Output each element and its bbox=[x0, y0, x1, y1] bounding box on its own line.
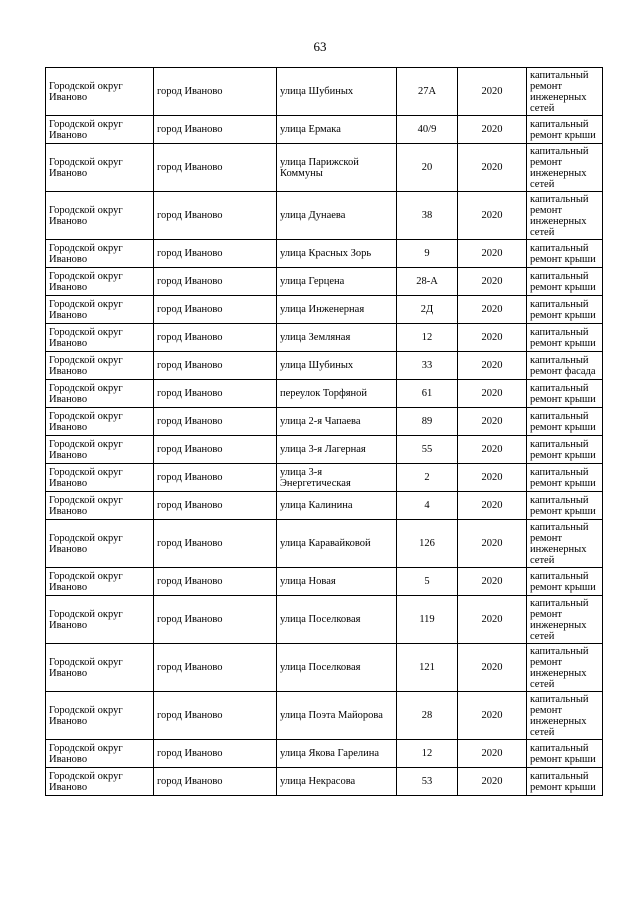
city-cell: город Иваново bbox=[154, 568, 277, 596]
work-type-cell: капитальный ремонт крыши bbox=[527, 324, 603, 352]
street-cell: улица Поселковая bbox=[277, 596, 397, 644]
street-cell: улица Дунаева bbox=[277, 192, 397, 240]
year-cell: 2020 bbox=[458, 768, 527, 796]
table-row bbox=[46, 116, 603, 144]
work-type-cell: капитальный ремонт крыши bbox=[527, 568, 603, 596]
street-cell: улица 3-я Лагерная bbox=[277, 436, 397, 464]
house-number-cell: 12 bbox=[397, 740, 458, 768]
house-number-cell: 55 bbox=[397, 436, 458, 464]
street-cell: улица Поэта Майорова bbox=[277, 692, 397, 740]
year-cell: 2020 bbox=[458, 492, 527, 520]
house-number-cell: 9 bbox=[397, 240, 458, 268]
city-cell: город Иваново bbox=[154, 296, 277, 324]
house-number-cell: 89 bbox=[397, 408, 458, 436]
year-cell: 2020 bbox=[458, 68, 527, 116]
year-cell: 2020 bbox=[458, 352, 527, 380]
table-row bbox=[46, 436, 603, 464]
street-cell: улица Инженерная bbox=[277, 296, 397, 324]
year-cell: 2020 bbox=[458, 692, 527, 740]
district-cell: Городской округ Иваново bbox=[46, 268, 154, 296]
city-cell: город Иваново bbox=[154, 768, 277, 796]
work-type-cell: капитальный ремонт крыши bbox=[527, 464, 603, 492]
table-row bbox=[46, 352, 603, 380]
table-row bbox=[46, 520, 603, 568]
year-cell: 2020 bbox=[458, 464, 527, 492]
house-number-cell: 27А bbox=[397, 68, 458, 116]
city-cell: город Иваново bbox=[154, 740, 277, 768]
work-type-cell: капитальный ремонт крыши bbox=[527, 740, 603, 768]
house-number-cell: 119 bbox=[397, 596, 458, 644]
year-cell: 2020 bbox=[458, 436, 527, 464]
table-row bbox=[46, 596, 603, 644]
work-type-cell: капитальный ремонт инженерных сетей bbox=[527, 192, 603, 240]
district-cell: Городской округ Иваново bbox=[46, 692, 154, 740]
work-type-cell: капитальный ремонт крыши bbox=[527, 380, 603, 408]
work-type-cell: капитальный ремонт крыши bbox=[527, 492, 603, 520]
city-cell: город Иваново bbox=[154, 268, 277, 296]
city-cell: город Иваново bbox=[154, 240, 277, 268]
district-cell: Городской округ Иваново bbox=[46, 436, 154, 464]
year-cell: 2020 bbox=[458, 520, 527, 568]
city-cell: город Иваново bbox=[154, 464, 277, 492]
district-cell: Городской округ Иваново bbox=[46, 116, 154, 144]
year-cell: 2020 bbox=[458, 408, 527, 436]
table-row bbox=[46, 568, 603, 596]
table-row bbox=[46, 144, 603, 192]
work-type-cell: капитальный ремонт инженерных сетей bbox=[527, 68, 603, 116]
city-cell: город Иваново bbox=[154, 116, 277, 144]
table-row bbox=[46, 740, 603, 768]
street-cell: улица Шубиных bbox=[277, 68, 397, 116]
district-cell: Городской округ Иваново bbox=[46, 192, 154, 240]
table-row bbox=[46, 464, 603, 492]
work-type-cell: капитальный ремонт крыши bbox=[527, 240, 603, 268]
district-cell: Городской округ Иваново bbox=[46, 464, 154, 492]
city-cell: город Иваново bbox=[154, 436, 277, 464]
street-cell: улица Земляная bbox=[277, 324, 397, 352]
house-number-cell: 28-А bbox=[397, 268, 458, 296]
street-cell: улица Герцена bbox=[277, 268, 397, 296]
year-cell: 2020 bbox=[458, 240, 527, 268]
street-cell: улица Каравайковой bbox=[277, 520, 397, 568]
city-cell: город Иваново bbox=[154, 324, 277, 352]
year-cell: 2020 bbox=[458, 268, 527, 296]
city-cell: город Иваново bbox=[154, 492, 277, 520]
year-cell: 2020 bbox=[458, 144, 527, 192]
table-body bbox=[46, 68, 603, 796]
city-cell: город Иваново bbox=[154, 352, 277, 380]
district-cell: Городской округ Иваново bbox=[46, 520, 154, 568]
house-number-cell: 40/9 bbox=[397, 116, 458, 144]
district-cell: Городской округ Иваново bbox=[46, 296, 154, 324]
district-cell: Городской округ Иваново bbox=[46, 380, 154, 408]
house-number-cell: 28 bbox=[397, 692, 458, 740]
page-number: 63 bbox=[313, 39, 327, 54]
work-type-cell: капитальный ремонт крыши bbox=[527, 116, 603, 144]
street-cell: улица 3-я Энергетическая bbox=[277, 464, 397, 492]
city-cell: город Иваново bbox=[154, 408, 277, 436]
house-number-cell: 126 bbox=[397, 520, 458, 568]
work-type-cell: капитальный ремонт инженерных сетей bbox=[527, 596, 603, 644]
work-type-cell: капитальный ремонт крыши bbox=[527, 768, 603, 796]
city-cell: город Иваново bbox=[154, 644, 277, 692]
house-number-cell: 2 bbox=[397, 464, 458, 492]
street-cell: переулок Торфяной bbox=[277, 380, 397, 408]
table-row bbox=[46, 324, 603, 352]
work-type-cell: капитальный ремонт крыши bbox=[527, 268, 603, 296]
year-cell: 2020 bbox=[458, 380, 527, 408]
city-cell: город Иваново bbox=[154, 520, 277, 568]
district-cell: Городской округ Иваново bbox=[46, 68, 154, 116]
house-number-cell: 5 bbox=[397, 568, 458, 596]
city-cell: город Иваново bbox=[154, 192, 277, 240]
street-cell: улица Некрасова bbox=[277, 768, 397, 796]
city-cell: город Иваново bbox=[154, 692, 277, 740]
street-cell: улица Новая bbox=[277, 568, 397, 596]
district-cell: Городской округ Иваново bbox=[46, 644, 154, 692]
work-type-cell: капитальный ремонт инженерных сетей bbox=[527, 520, 603, 568]
year-cell: 2020 bbox=[458, 192, 527, 240]
work-type-cell: капитальный ремонт инженерных сетей bbox=[527, 144, 603, 192]
work-type-cell: капитальный ремонт крыши bbox=[527, 408, 603, 436]
street-cell: улица Якова Гарелина bbox=[277, 740, 397, 768]
work-type-cell: капитальный ремонт инженерных сетей bbox=[527, 644, 603, 692]
table-row bbox=[46, 408, 603, 436]
district-cell: Городской округ Иваново bbox=[46, 740, 154, 768]
year-cell: 2020 bbox=[458, 568, 527, 596]
district-cell: Городской округ Иваново bbox=[46, 768, 154, 796]
year-cell: 2020 bbox=[458, 324, 527, 352]
repair-schedule-table bbox=[45, 67, 603, 796]
year-cell: 2020 bbox=[458, 644, 527, 692]
street-cell: улица Шубиных bbox=[277, 352, 397, 380]
table-row bbox=[46, 492, 603, 520]
city-cell: город Иваново bbox=[154, 380, 277, 408]
street-cell: улица Ермака bbox=[277, 116, 397, 144]
table-row bbox=[46, 644, 603, 692]
street-cell: улица 2-я Чапаева bbox=[277, 408, 397, 436]
city-cell: город Иваново bbox=[154, 68, 277, 116]
house-number-cell: 33 bbox=[397, 352, 458, 380]
year-cell: 2020 bbox=[458, 296, 527, 324]
table-row bbox=[46, 268, 603, 296]
year-cell: 2020 bbox=[458, 740, 527, 768]
table-row bbox=[46, 380, 603, 408]
district-cell: Городской округ Иваново bbox=[46, 408, 154, 436]
city-cell: город Иваново bbox=[154, 596, 277, 644]
district-cell: Городской округ Иваново bbox=[46, 352, 154, 380]
table-row bbox=[46, 240, 603, 268]
district-cell: Городской округ Иваново bbox=[46, 240, 154, 268]
city-cell: город Иваново bbox=[154, 144, 277, 192]
year-cell: 2020 bbox=[458, 116, 527, 144]
table-row bbox=[46, 68, 603, 116]
table-row bbox=[46, 692, 603, 740]
table-row bbox=[46, 768, 603, 796]
street-cell: улица Парижской Коммуны bbox=[277, 144, 397, 192]
street-cell: улица Калинина bbox=[277, 492, 397, 520]
house-number-cell: 20 bbox=[397, 144, 458, 192]
street-cell: улица Красных Зорь bbox=[277, 240, 397, 268]
district-cell: Городской округ Иваново bbox=[46, 596, 154, 644]
year-cell: 2020 bbox=[458, 596, 527, 644]
house-number-cell: 121 bbox=[397, 644, 458, 692]
house-number-cell: 53 bbox=[397, 768, 458, 796]
house-number-cell: 38 bbox=[397, 192, 458, 240]
table-row bbox=[46, 296, 603, 324]
house-number-cell: 2Д bbox=[397, 296, 458, 324]
work-type-cell: капитальный ремонт инженерных сетей bbox=[527, 692, 603, 740]
work-type-cell: капитальный ремонт крыши bbox=[527, 436, 603, 464]
work-type-cell: капитальный ремонт крыши bbox=[527, 296, 603, 324]
street-cell: улица Поселковая bbox=[277, 644, 397, 692]
house-number-cell: 4 bbox=[397, 492, 458, 520]
district-cell: Городской округ Иваново bbox=[46, 324, 154, 352]
house-number-cell: 61 bbox=[397, 380, 458, 408]
house-number-cell: 12 bbox=[397, 324, 458, 352]
table-row bbox=[46, 192, 603, 240]
district-cell: Городской округ Иваново bbox=[46, 568, 154, 596]
district-cell: Городской округ Иваново bbox=[46, 492, 154, 520]
district-cell: Городской округ Иваново bbox=[46, 144, 154, 192]
work-type-cell: капитальный ремонт фасада bbox=[527, 352, 603, 380]
